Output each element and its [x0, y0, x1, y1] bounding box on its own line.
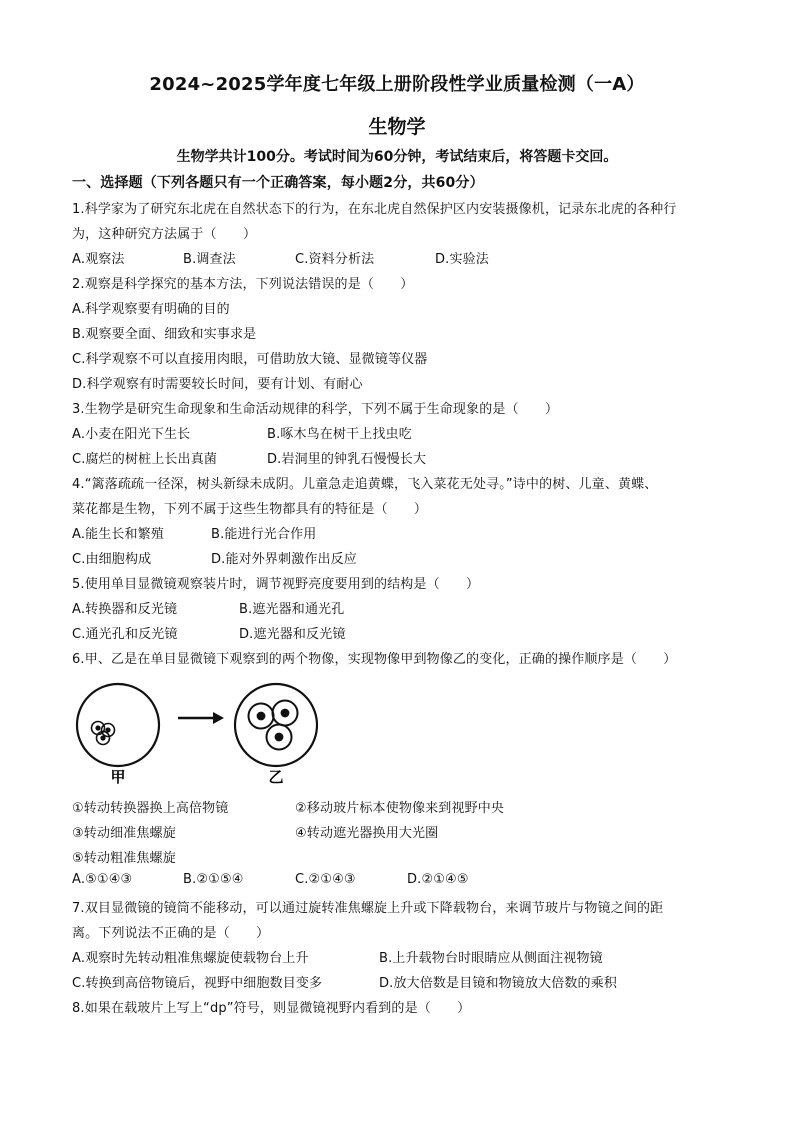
question-3-option-d: D.岩洞里的钟乳石慢慢长大	[267, 452, 427, 467]
question-1-stem-line1: 1.科学家为了研究东北虎在自然状态下的行为，在东北虎自然保护区内安装摄像机，记录东北虎的各种行	[72, 202, 677, 217]
small-cells-image	[92, 722, 115, 745]
field-of-view-jia	[77, 684, 159, 766]
question-4-option-b: B.能进行光合作用	[211, 527, 317, 542]
arrow-icon	[178, 712, 224, 724]
question-1-option-b: B.调查法	[183, 252, 236, 267]
question-4-option-a: A.能生长和繁殖	[72, 527, 164, 542]
question-6-option-d: D.②①④⑤	[407, 872, 469, 887]
microscope-view-figure	[74, 678, 334, 788]
subject-title: 生物学	[368, 116, 426, 138]
section-heading: 一、选择题（下列各题只有一个正确答案，每小题2分，共60分）	[72, 175, 484, 191]
label-jia: 甲	[110, 768, 126, 786]
question-4-stem-line1: 4.“篱落疏疏一径深，树头新绿未成阴。儿童急走追黄蝶，飞入菜花无处寻。”诗中的树、儿童、黄蝶、	[72, 477, 658, 492]
question-5-option-b: B.遮光器和通光孔	[239, 602, 345, 617]
question-1-option-d: D.实验法	[435, 252, 489, 267]
question-5-option-d: D.遮光器和反光镜	[239, 627, 346, 642]
exam-instructions: 生物学共计100分。考试时间为60分钟，考试结束后，将答题卡交回。	[176, 149, 618, 165]
question-6-step-3: ③转动细准焦螺旋	[72, 826, 176, 841]
question-6-step-2: ②移动玻片标本使物像来到视野中央	[295, 801, 505, 816]
microscope-view-drawing	[74, 678, 334, 788]
question-6-option-a: A.⑤①④③	[72, 872, 133, 887]
question-8-stem: 8.如果在载玻片上写上“dp”符号，则显微镜视野内看到的是（ ）	[72, 1001, 471, 1016]
question-1-stem-line2: 为，这种研究方法属于（ ）	[72, 227, 257, 242]
question-6-step-5: ⑤转动粗准焦螺旋	[72, 851, 176, 866]
question-6-option-c: C.②①④③	[295, 872, 356, 887]
large-cells-image	[249, 701, 298, 750]
question-5-option-c: C.通光孔和反光镜	[72, 627, 178, 642]
question-7-option-b: B.上升载物台时眼睛应从侧面注视物镜	[379, 951, 603, 966]
question-3-option-a: A.小麦在阳光下生长	[72, 427, 191, 442]
question-7-option-a: A.观察时先转动粗准焦螺旋使载物台上升	[72, 951, 309, 966]
question-1-option-c: C.资料分析法	[295, 252, 375, 267]
question-4-option-c: C.由细胞构成	[72, 552, 152, 567]
question-1-option-a: A.观察法	[72, 252, 125, 267]
question-2-stem: 2.观察是科学探究的基本方法，下列说法错误的是（ ）	[72, 277, 414, 292]
question-6-step-4: ④转动遮光器换用大光圈	[295, 826, 439, 841]
question-2-option-d: D.科学观察有时需要较长时间，要有计划、有耐心	[72, 377, 363, 392]
question-6-step-1: ①转动转换器换上高倍物镜	[72, 801, 229, 816]
question-3-option-b: B.啄木鸟在树干上找虫吃	[267, 427, 412, 442]
question-3-option-c: C.腐烂的树桩上长出真菌	[72, 452, 218, 467]
question-6-option-b: B.②①⑤④	[183, 872, 244, 887]
question-7-stem-line1: 7.双目显微镜的镜筒不能移动，可以通过旋转准焦螺旋上升或下降载物台，来调节玻片与物镜之间的距	[72, 901, 664, 916]
question-6-stem: 6.甲、乙是在单目显微镜下观察到的两个物像，实现物像甲到物像乙的变化，正确的操作顺序是（ ）	[72, 652, 677, 667]
question-7-option-c: C.转换到高倍物镜后，视野中细胞数目变多	[72, 976, 323, 991]
label-yi: 乙	[268, 768, 284, 786]
question-3-stem: 3.生物学是研究生命现象和生命活动规律的科学，下列不属于生命现象的是（ ）	[72, 402, 559, 417]
question-5-stem: 5.使用单目显微镜观察装片时，调节视野亮度要用到的结构是（ ）	[72, 577, 480, 592]
question-7-option-d: D.放大倍数是目镜和物镜放大倍数的乘积	[379, 976, 617, 991]
question-2-option-a: A.科学观察要有明确的目的	[72, 302, 230, 317]
exam-title: 2024~2025学年度七年级上册阶段性学业质量检测（一A）	[149, 74, 645, 95]
question-4-option-d: D.能对外界刺激作出反应	[211, 552, 357, 567]
question-5-option-a: A.转换器和反光镜	[72, 602, 178, 617]
question-2-option-b: B.观察要全面、细致和实事求是	[72, 327, 257, 342]
question-7-stem-line2: 离。下列说法不正确的是（ ）	[72, 926, 270, 941]
question-4-stem-line2: 菜花都是生物，下列不属于这些生物都具有的特征是（ ）	[72, 502, 428, 517]
question-2-option-c: C.科学观察不可以直接用肉眼，可借助放大镜、显微镜等仪器	[72, 352, 428, 367]
